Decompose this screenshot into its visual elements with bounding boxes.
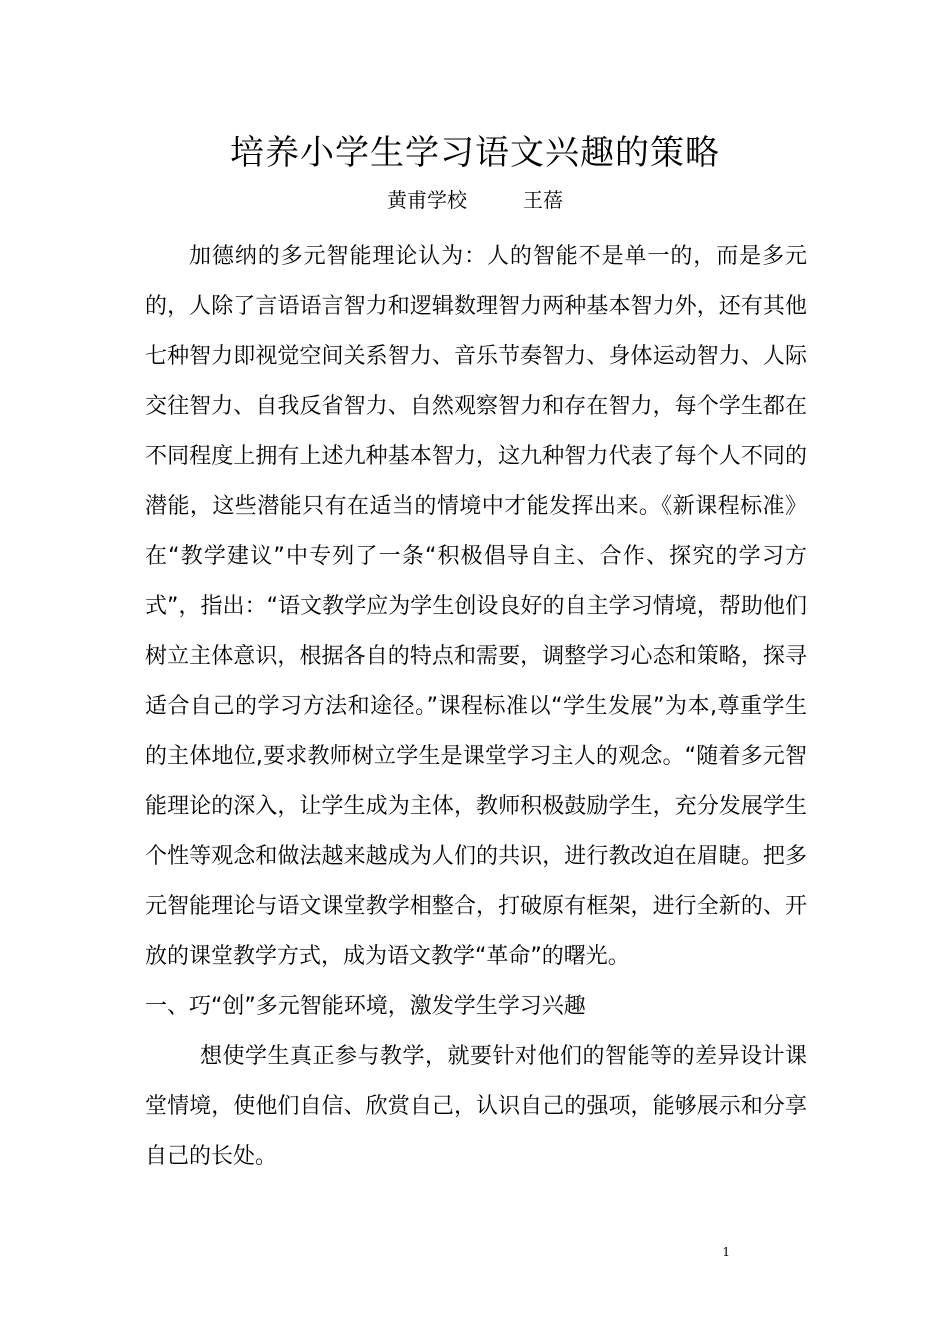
author-name: 王蓓 bbox=[523, 188, 563, 212]
document-body bbox=[145, 232, 807, 1182]
body-paragraph-2: 想使学生真正参与教学，就要针对他们的智能等的差异设计课堂情境，使他们自信、欣赏自己，认识自己的强项，能够展示和分享自己的长处。 bbox=[145, 1044, 807, 1169]
document-title: 培养小学生学习语文兴趣的策略 bbox=[230, 133, 720, 173]
page-number: 1 bbox=[722, 1245, 730, 1259]
body-paragraph-1: 加德纳的多元智能理论认为：人的智能不是单一的，而是多元的，人除了言语语言智力和逻辑数理智力两种基本智力外，还有其他七种智力即视觉空间关系智力、音乐节奏智力、身体运动智力、人际交往智力、自我反省智力、自然观察智力和存在智力，每个学生都在不同程度上拥有上述九种基本智力，这九种智力代表了每个人不同的潜能，这些潜能只有在适当的情境中才能发挥出来。《新课程标准》在“教学建议”中专列了一条“积极倡导自主、合作、探究的学习方式”，指出：“语文教学应为学生创设良好的自主学习情境，帮助他们树立主体意识，根据各自的特点和需要，调整学习心态和策略，探寻适合自己的学习方法和途径。”课程标准以“学生发展”为本,尊重学生的主体地位,要求教师树立学生是课堂学习主人的观念。“随着多元智能理论的深入，让学生成为主体，教师积极鼓励学生，充分发展学生个性等观念和做法越来越成为人们的共识，进行教改迫在眉睫。把多元智能理论与语文课堂教学相整合，打破原有框架，进行全新的、开放的课堂教学方式，成为语文教学“革命”的曙光。 bbox=[145, 244, 807, 969]
byline bbox=[0, 186, 950, 214]
school-name: 黄甫学校 bbox=[387, 188, 467, 212]
section-heading: 一、巧“创”多元智能环境，激发学生学习兴趣 bbox=[145, 994, 586, 1019]
